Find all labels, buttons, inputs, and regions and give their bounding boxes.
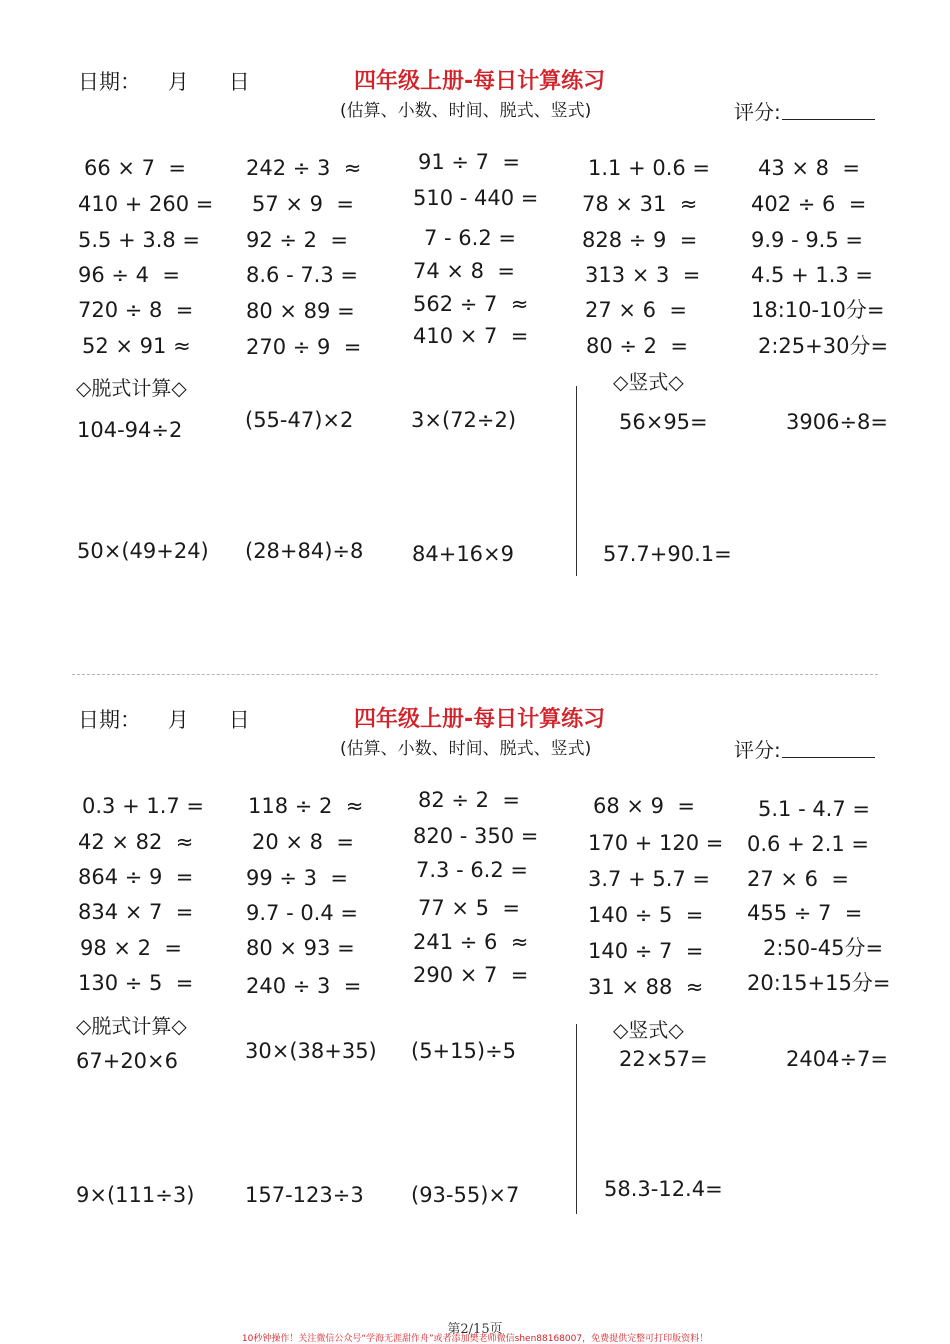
problem-c3-r3: 7.3 - 6.2 = — [416, 858, 528, 882]
problem-c2-r2: 57 × 9 = — [252, 192, 354, 216]
problem-c4-r6: 31 × 88 ≈ — [588, 975, 704, 999]
problem-c4-r3: 828 ÷ 9 = — [582, 228, 698, 252]
problem-c2-r6: 270 ÷ 9 = — [246, 335, 362, 359]
problem-c3-r2: 820 - 350 = — [413, 824, 539, 848]
vertical-problem-1: 22×57= — [619, 1047, 708, 1071]
problem-c1-r2: 42 × 82 ≈ — [78, 830, 194, 854]
problem-c3-r4: 74 × 8 = — [413, 259, 515, 283]
vertical-problem-3: 57.7+90.1= — [603, 542, 732, 566]
problem-c5-r3: 9.9 - 9.5 = — [751, 228, 863, 252]
page-number: 第2/15页 — [447, 1322, 503, 1337]
problem-c2-r4: 9.7 - 0.4 = — [246, 901, 358, 925]
score-label: 评分: — [734, 100, 781, 124]
vertical-problem-2: 2404÷7= — [786, 1047, 888, 1071]
problem-c1-r5: 98 × 2 = — [80, 936, 182, 960]
problem-c3-r2: 510 - 440 = — [413, 186, 539, 210]
problem-c4-r3: 3.7 + 5.7 = — [588, 867, 711, 891]
problem-c4-r1: 1.1 + 0.6 = — [588, 156, 711, 180]
problem-c1-r6: 52 × 91 ≈ — [82, 334, 191, 358]
problem-c1-r2: 410 + 260 = — [78, 192, 214, 216]
problem-c2-r1: 242 ÷ 3 ≈ — [246, 156, 362, 180]
date-label: 日期： 月 日 — [78, 70, 250, 94]
problem-c3-r6: 290 × 7 = — [413, 963, 529, 987]
stepwise-problem-1: 67+20×6 — [76, 1049, 178, 1073]
problem-c5-r4: 4.5 + 1.3 = — [751, 263, 874, 287]
problem-c3-r6: 410 × 7 = — [413, 324, 529, 348]
column-divider — [576, 1024, 577, 1214]
problem-c4-r5: 27 × 6 = — [585, 298, 687, 322]
stepwise-problem-1: 104-94÷2 — [77, 418, 183, 442]
problem-c1-r1: 66 × 7 = — [84, 156, 186, 180]
problem-c3-r5: 562 ÷ 7 ≈ — [413, 292, 529, 316]
problem-c1-r4: 96 ÷ 4 = — [78, 263, 180, 287]
problem-c2-r1: 118 ÷ 2 ≈ — [248, 794, 364, 818]
stepwise-problem-6: 84+16×9 — [412, 542, 514, 566]
vertical-section-label: ◇竖式◇ — [613, 1018, 684, 1042]
problem-c5-r4: 455 ÷ 7 = — [747, 901, 863, 925]
stepwise-problem-6: (93-55)×7 — [411, 1183, 520, 1207]
problem-c5-r6: 2:25+30分= — [758, 334, 889, 358]
problem-c1-r6: 130 ÷ 5 = — [78, 971, 194, 995]
problem-c2-r2: 20 × 8 = — [252, 830, 354, 854]
problem-c2-r6: 240 ÷ 3 = — [246, 974, 362, 998]
problem-c1-r3: 864 ÷ 9 = — [78, 865, 194, 889]
stepwise-problem-5: 157-123÷3 — [245, 1183, 364, 1207]
footer-note: 10秒钟操作！关注微信公众号“学海无涯甜作舟”或者添加樊老师微信shen88168007，免费提供完整可打印版资料！ — [241, 1334, 709, 1344]
vertical-problem-1: 56×95= — [619, 410, 708, 434]
problem-c1-r3: 5.5 + 3.8 = — [78, 228, 201, 252]
stepwise-problem-5: (28+84)÷8 — [245, 539, 364, 563]
problem-c5-r2: 0.6 + 2.1 = — [747, 832, 870, 856]
column-divider — [576, 386, 577, 576]
problem-c3-r1: 91 ÷ 7 = — [418, 150, 520, 174]
problem-c3-r5: 241 ÷ 6 ≈ — [413, 930, 529, 954]
problem-c5-r1: 43 × 8 = — [758, 156, 860, 180]
stepwise-problem-4: 9×(111÷3) — [76, 1183, 195, 1207]
problem-c4-r4: 140 ÷ 5 = — [588, 903, 704, 927]
problem-c5-r1: 5.1 - 4.7 = — [758, 797, 870, 821]
problem-c5-r3: 27 × 6 = — [747, 867, 849, 891]
problem-c2-r4: 8.6 - 7.3 = — [246, 263, 358, 287]
problem-c2-r5: 80 × 93 = — [246, 936, 355, 960]
worksheet-2 — [0, 638, 950, 1278]
problem-c4-r5: 140 ÷ 7 = — [588, 939, 704, 963]
problem-c5-r5: 18:10-10分= — [751, 298, 885, 322]
vertical-problem-3: 58.3-12.4= — [604, 1177, 723, 1201]
problem-c1-r4: 834 × 7 = — [78, 900, 194, 924]
stepwise-problem-3: (5+15)÷5 — [411, 1039, 517, 1063]
problem-c2-r3: 99 ÷ 3 = — [246, 866, 348, 890]
stepwise-problem-2: (55-47)×2 — [245, 408, 354, 432]
date-label: 日期： 月 日 — [78, 708, 250, 732]
problem-c3-r1: 82 ÷ 2 = — [418, 788, 520, 812]
worksheet-title: 四年级上册-每日计算练习 — [354, 69, 606, 94]
problem-c3-r3: 7 - 6.2 = — [424, 226, 516, 250]
stepwise-section-label: ◇脱式计算◇ — [76, 376, 187, 400]
problem-c4-r1: 68 × 9 = — [593, 794, 695, 818]
worksheet-subtitle: (估算、小数、时间、脱式、竖式) — [340, 101, 592, 121]
problem-c1-r5: 720 ÷ 8 = — [78, 298, 194, 322]
problem-c5-r2: 402 ÷ 6 = — [751, 192, 867, 216]
worksheet-subtitle: (估算、小数、时间、脱式、竖式) — [340, 739, 592, 759]
problem-c1-r1: 0.3 + 1.7 = — [82, 794, 205, 818]
problem-c3-r4: 77 × 5 = — [418, 896, 520, 920]
stepwise-problem-2: 30×(38+35) — [245, 1039, 377, 1063]
problem-c2-r3: 92 ÷ 2 = — [246, 228, 348, 252]
worksheet-1 — [0, 0, 950, 640]
stepwise-problem-4: 50×(49+24) — [77, 539, 209, 563]
worksheet-title: 四年级上册-每日计算练习 — [354, 707, 606, 732]
problem-c5-r6: 20:15+15分= — [747, 971, 891, 995]
problem-c4-r2: 170 + 120 = — [588, 831, 724, 855]
problem-c4-r2: 78 × 31 ≈ — [582, 192, 698, 216]
score-blank-line[interactable] — [782, 757, 875, 758]
vertical-section-label: ◇竖式◇ — [613, 370, 684, 394]
problem-c4-r6: 80 ÷ 2 = — [586, 334, 688, 358]
score-label: 评分: — [734, 738, 781, 762]
problem-c2-r5: 80 × 89 = — [246, 299, 355, 323]
vertical-problem-2: 3906÷8= — [786, 410, 888, 434]
problem-c5-r5: 2:50-45分= — [763, 936, 884, 960]
stepwise-section-label: ◇脱式计算◇ — [76, 1014, 187, 1038]
stepwise-problem-3: 3×(72÷2) — [411, 408, 517, 432]
score-blank-line[interactable] — [782, 119, 875, 120]
problem-c4-r4: 313 × 3 = — [585, 263, 701, 287]
